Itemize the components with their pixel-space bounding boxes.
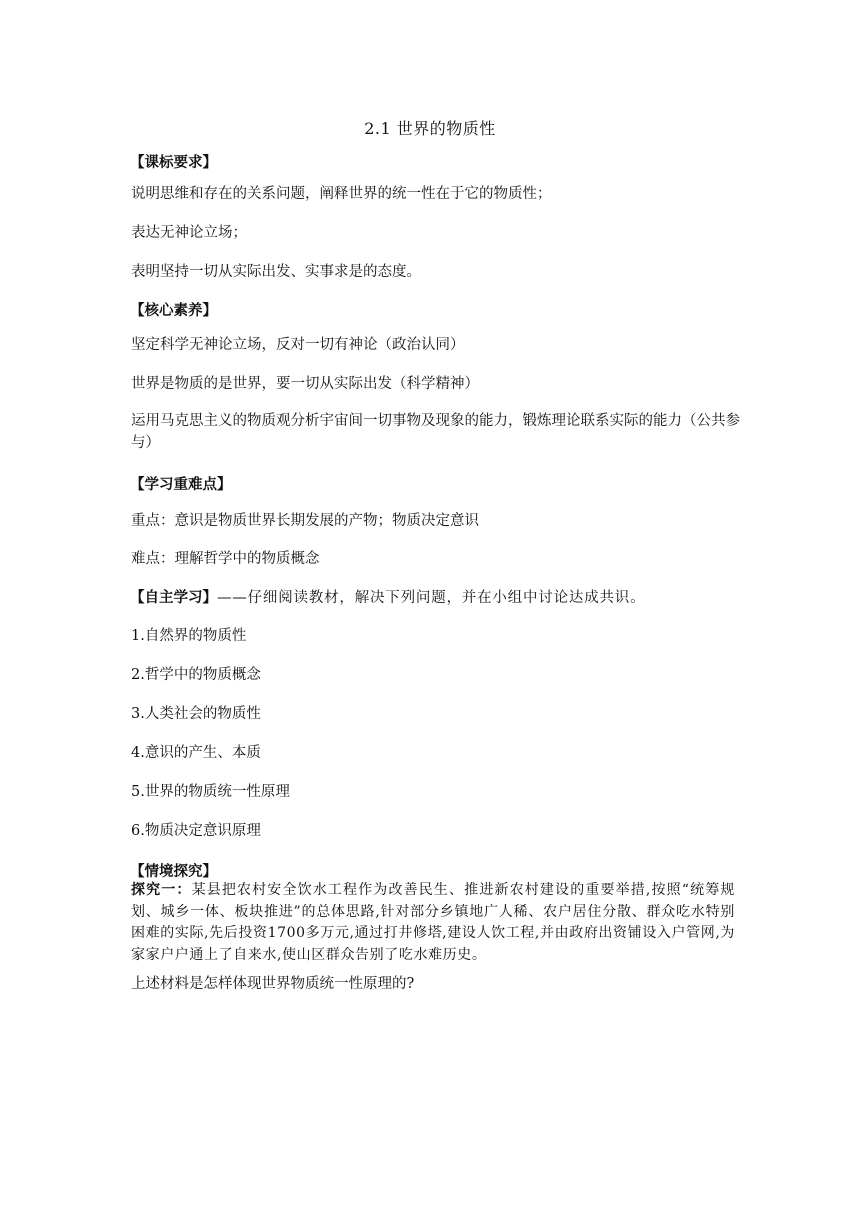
zizhu-heading-label: 【自主学习】	[130, 589, 217, 606]
hexin-item-3: 运用马克思主义的物质观分析宇宙间一切事物及现象的能力，锻炼理论联系实际的能力（公共参与）	[131, 413, 740, 451]
section-heading-zhongnan: 【学习重难点】	[130, 476, 232, 493]
zizhu-item-3: 3.人类社会的物质性	[131, 706, 261, 722]
zhongnan-item-1: 重点：意识是物质世界长期发展的产物；物质决定意识	[131, 513, 479, 529]
zizhu-item-6: 6.物质决定意识原理	[131, 823, 261, 839]
kebiao-item-1: 说明思维和存在的关系问题，阐释世界的统一性在于它的物质性；	[131, 186, 552, 202]
hexin-item-2: 世界是物质的是世界，要一切从实际出发（科学精神）	[131, 376, 479, 392]
section-heading-zizhu	[130, 586, 750, 607]
hexin-item-1: 坚定科学无神论立场，反对一切有神论（政治认同）	[131, 337, 465, 353]
zizhu-item-4: 4.意识的产生、本质	[131, 745, 261, 761]
section-heading-qingjing: 【情境探究】	[130, 863, 217, 880]
zhongnan-item-2: 难点：理解哲学中的物质概念	[131, 551, 320, 567]
tanjiu-paragraph	[131, 880, 735, 966]
kebiao-item-2: 表达无神论立场；	[131, 225, 247, 241]
tanjiu-label: 探究一：	[131, 882, 192, 898]
zizhu-item-5: 5.世界的物质统一性原理	[131, 784, 290, 800]
kebiao-item-3: 表明坚持一切从实际出发、实事求是的态度。	[131, 264, 421, 280]
section-heading-hexin: 【核心素养】	[130, 302, 217, 319]
zizhu-heading-suffix: ——仔细阅读教材，解决下列问题，并在小组中讨论达成共识。	[217, 590, 646, 606]
zizhu-item-2: 2.哲学中的物质概念	[131, 667, 261, 683]
page-title: 2.1 世界的物质性	[364, 119, 496, 138]
section-heading-kebiao: 【课标要求】	[130, 154, 217, 171]
tanjiu-text: 某县把农村安全饮水工程作为改善民生、推进新农村建设的重要举措,按照“统筹规划、城乡一体、板块推进”的总体思路,针对部分乡镇地广人稀、农户居住分散、群众吃水特别困难的实际,先后投资1700多万元,通过打井修塔,建设人饮工程,并由政府出资铺设入户管网,为家家户户通上了自来水,使山区群众告别了吃水难历史。	[131, 882, 735, 963]
tanjiu-question: 上述材料是怎样体现世界物质统一性原理的?	[131, 976, 415, 992]
zizhu-item-1: 1.自然界的物质性	[131, 628, 247, 644]
